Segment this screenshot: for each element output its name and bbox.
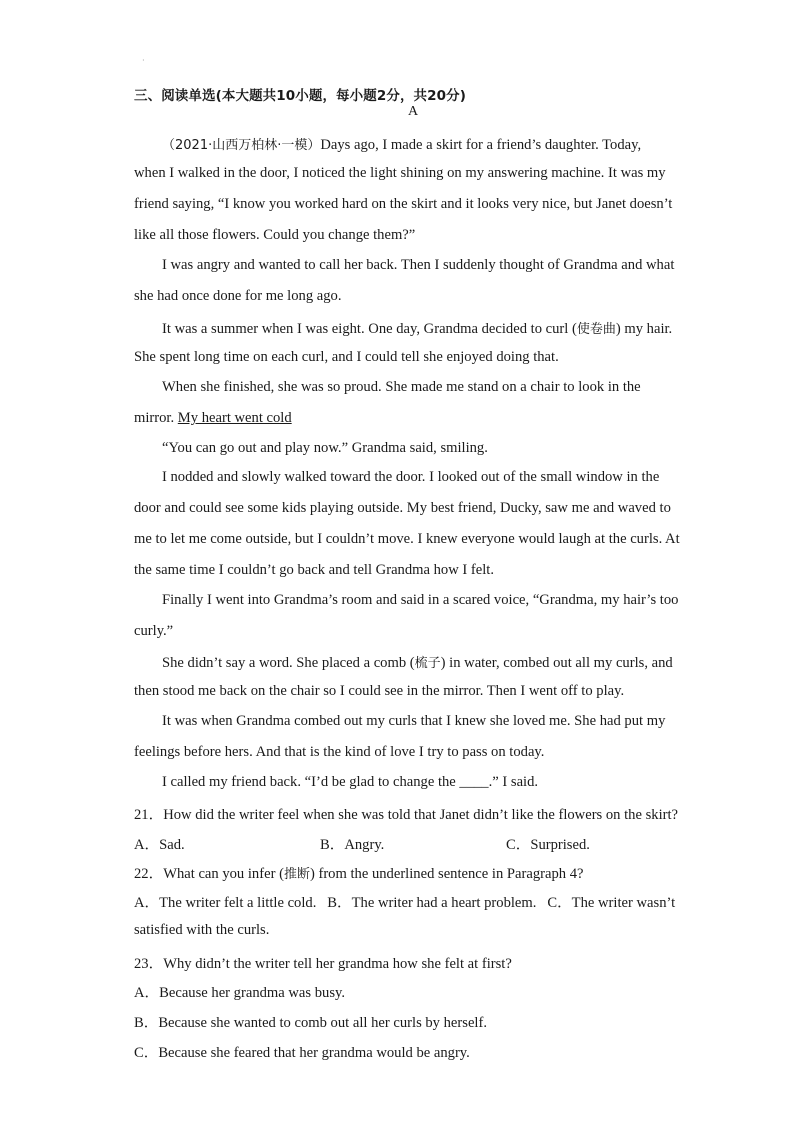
- paragraph-3-line-2: She spent long time on each curl, and I could tell she enjoyed doing that.: [134, 349, 559, 365]
- paragraph-1-line-2: when I walked in the door, I noticed the light shining on my answering machine. It was my: [134, 165, 666, 181]
- paragraph-1-line-4: like all those flowers. Could you change them?”: [134, 227, 416, 243]
- paragraph-4-line-1: When she finished, she was so proud. She made me stand on a chair to look in the: [162, 379, 641, 395]
- paragraph-6-line-2: door and could see some kids playing outside. My best friend, Ducky, saw me and waved to: [134, 500, 671, 516]
- paragraph-10-line-1: I called my friend back. “I’d be glad to change the ____.” I said.: [162, 774, 539, 790]
- paragraph-6-line-4: the same time I couldn’t go back and tell Grandma how I felt.: [134, 562, 495, 578]
- question-23-option-a[interactable]: A．Because her grandma was busy.: [134, 985, 346, 1001]
- paragraph-7-line-1: Finally I went into Grandma’s room and said in a scared voice, “Grandma, my hair’s too: [162, 592, 679, 608]
- gloss-infer: 推断: [283, 867, 310, 882]
- question-22-stem: 22．What can you infer (推断) from the underlined sentence in Paragraph 4?: [134, 866, 584, 882]
- question-23-stem: 23．Why didn’t the writer tell her grandma how she felt at first?: [134, 956, 512, 972]
- paragraph-2-line-2: she had once done for me long ago.: [134, 288, 342, 304]
- question-21-stem: 21．How did the writer feel when she was told that Janet didn’t like the flowers on the skirt?: [134, 807, 679, 823]
- question-21-option-a[interactable]: A．Sad.: [134, 837, 185, 853]
- paragraph-8-line-2: then stood me back on the chair so I could see in the mirror. Then I went off to play.: [134, 683, 625, 699]
- question-23-option-c[interactable]: C．Because she feared that her grandma would be angry.: [134, 1045, 470, 1061]
- question-22-options[interactable]: A．The writer felt a little cold. B．The writer had a heart problem. C．The writer wasn’t: [134, 895, 676, 911]
- paragraph-2-line-1: I was angry and wanted to call her back. Then I suddenly thought of Grandma and what: [162, 257, 675, 273]
- paragraph-4-line-2: mirror. My heart went cold: [134, 410, 292, 426]
- gloss-comb: 梳子: [414, 656, 441, 671]
- question-23-option-b[interactable]: B．Because she wanted to comb out all her curls by herself.: [134, 1015, 487, 1031]
- question-22-options-cont: satisfied with the curls.: [134, 922, 270, 938]
- paragraph-9-line-2: feelings before hers. And that is the kind of love I try to pass on today.: [134, 744, 545, 760]
- paragraph-7-line-2: curly.”: [134, 623, 174, 639]
- question-21-option-c[interactable]: C．Surprised.: [506, 837, 590, 853]
- paragraph-5-line-1: “You can go out and play now.” Grandma said, smiling.: [162, 440, 488, 456]
- paragraph-1-line-1: （2021·山西万柏林·一模）Days ago, I made a skirt for a friend’s daughter. Today,: [162, 137, 642, 153]
- section-title: 三、阅读单选(本大题共10小题，每小题2分，共20分): [134, 88, 467, 104]
- paragraph-6-line-3: me to let me come outside, but I couldn’t move. I knew everyone would laugh at the curls. At: [134, 531, 680, 547]
- underlined-sentence: My heart went cold: [177, 410, 292, 426]
- paragraph-9-line-1: It was when Grandma combed out my curls that I knew she loved me. She had put my: [162, 713, 666, 729]
- gloss-curl: 使卷曲: [576, 322, 616, 337]
- passage-label: A: [408, 104, 419, 119]
- paragraph-8-line-1: She didn’t say a word. She placed a comb (梳子) in water, combed out all my curls, and: [162, 655, 673, 671]
- page-mark: ·: [142, 56, 145, 65]
- paragraph-6-line-1: I nodded and slowly walked toward the door. I looked out of the small window in the: [162, 469, 660, 485]
- question-21-option-b[interactable]: B．Angry.: [320, 837, 385, 853]
- paragraph-1-line-3: friend saying, “I know you worked hard on the skirt and it looks very nice, but Janet doesn’t: [134, 196, 673, 212]
- source-tag: （2021·山西万柏林·一模）: [162, 138, 321, 153]
- paragraph-3-line-1: It was a summer when I was eight. One day, Grandma decided to curl (使卷曲) my hair.: [162, 321, 673, 337]
